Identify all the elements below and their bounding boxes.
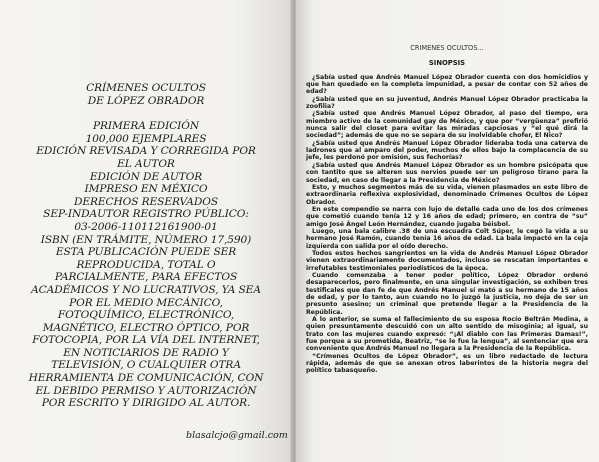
copyright-line: SEP-INDAUTOR REGISTRO PÚBLICO: bbox=[43, 208, 249, 221]
synopsis-paragraph: ¿Sabía usted que Andrés Manuel López Obrador cuenta con dos homicidios y que han quedado en la completa impunidad, a pesar de contar con 52 años de edad? bbox=[306, 73, 588, 96]
copyright-line: EL AUTOR bbox=[117, 157, 175, 170]
synopsis-paragraphs bbox=[306, 74, 588, 375]
copyright-line: CRÍMENES OCULTOS bbox=[86, 82, 206, 94]
author-email: blasalcjo@gmail.com bbox=[186, 430, 288, 441]
section-title: SINOPSIS bbox=[428, 59, 466, 68]
copyright-line: POR EL MEDIO MECÁNICO, bbox=[69, 296, 223, 309]
copyright-line: POR ESCRITO Y DIRIGIDO AL AUTOR. bbox=[41, 397, 251, 410]
synopsis-paragraph: Esto, y muchos segmentos más de su vida, vienen plasmados en este libro de extraordinaria reflexiva explosividad, denominado Crímenes Ocultos de López Obrador. bbox=[306, 183, 588, 206]
synopsis-paragraph: ¿Sabía usted que Andrés Manuel López Obrador es un hombre psicópata que con tantito que se alteren sus nervios puede ser un peligroso tirano para la sociedad, en caso de llegar a la Presidencia de México? bbox=[306, 161, 588, 184]
synopsis-paragraph: ¿Sabía usted que Andrés Manuel López Obrador lideraba toda una caterva de ladrones que al amparo del poder, muchos de ellos bajo la complacencia de su jefe, les perdonó por omisión, sus fechorías? bbox=[306, 139, 588, 162]
copyright-line: REPRODUCIDA, TOTAL O bbox=[76, 258, 216, 271]
synopsis-block bbox=[306, 45, 588, 375]
synopsis-paragraph: En este compendio se narra con lujo de detalle cada uno de los dos crímenes que cometió cuando tenía 12 y 16 años de edad; primero, en contra de “su” amigo José Ángel León Hernández, cuando jugaba béisbol. bbox=[306, 205, 588, 228]
copyright-line: ESTA PUBLICACIÓN PUEDE SER bbox=[55, 246, 237, 259]
copyright-line: EN NOTICIARIOS DE RADIO Y bbox=[63, 346, 229, 359]
synopsis-paragraph: ¿Sabía usted que Andrés Manuel López Obrador, al paso del tiempo, era miembro activo de la comunidad gay de México, y que por “vergüenza” prefirió nunca salir del closet para evitar las miradas capciosas y “el qué dirá la sociedad”; además de que no se separa de su inolvidable chofer, El Nico? bbox=[306, 110, 588, 140]
copyright-line: PARCIALMENTE, PARA EFECTOS bbox=[54, 271, 238, 284]
copyright-line: ACADÉMICOS Y NO LUCRATIVOS, YA SEA bbox=[31, 283, 261, 296]
copyright-line: EL DEBIDO PERMISO Y AUTORIZACIÓN bbox=[35, 384, 257, 397]
copyright-line: EDICIÓN DE AUTOR bbox=[89, 170, 203, 183]
synopsis-paragraph: “Crímenes Ocultos de López Obrador”, es un libro redactado de lectura rápida, además de que se anexan otros laberintos de la historia negra del político tabasqueño. bbox=[306, 352, 588, 375]
copyright-block bbox=[6, 82, 286, 410]
copyright-line: DE LÓPEZ OBRADOR bbox=[87, 94, 205, 107]
synopsis-paragraph: ¿Sabía usted que en su juventud, Andrés Manuel López Obrador practicaba la zoofilia? bbox=[306, 95, 588, 111]
copyright-line: 03-2006-110112161900-01 bbox=[74, 220, 218, 233]
synopsis-paragraph: Todos estos hechos sangrientos en la vida de Andrés Manuel López Obrador vienen extraordinariamente documentados, incluso se rescatan importantes e irrefutables testimoniales periodísticos de la época. bbox=[306, 249, 588, 272]
running-head: CRIMENES OCULTOS... bbox=[410, 44, 484, 52]
copyright-line: TELEVISIÓN, O CUALQUIER OTRA bbox=[51, 359, 241, 372]
copyright-line: HERRAMIENTA DE COMUNICACIÓN, CON bbox=[28, 372, 264, 385]
copyright-line: FOTOCOPIA, POR LA VÍA DEL INTERNET, bbox=[32, 334, 260, 347]
copyright-line bbox=[6, 107, 286, 120]
synopsis-paragraph: Luego, una bala calibre .38 de una escuadra Colt Súper, le cegó la vida a su hermano José Ramón, cuando tenía 16 años de edad. La bala impactó en la ceja izquierda con salida por el oído derecho. bbox=[306, 227, 588, 250]
copyright-line: MAGNÉTICO, ELECTRO ÓPTICO, POR bbox=[42, 321, 250, 334]
synopsis-paragraph: Cuando comenzaba a tener poder político, López Obrador ordenó desaparecerlos, pero finalmente, en una singular investigación, se exhiben tres testificales que dan fe de que Andrés Manuel sí mató a su hermano de 15 años de edad, y por lo tanto, aun cuando no lo juzgó la justicia, no deja de ser un presunto asesino; un criminal que pretende llegar a la Presidencia de la República. bbox=[306, 271, 588, 316]
copyright-line: IMPRESO EN MÉXICO bbox=[84, 183, 208, 196]
copyright-line: DERECHOS RESERVADOS bbox=[73, 195, 218, 208]
copyright-line: 100,000 EJEMPLARES bbox=[85, 132, 207, 145]
copyright-line: PRIMERA EDICIÓN bbox=[92, 120, 200, 133]
copyright-line: EDICIÓN REVISADA Y CORREGIDA POR bbox=[36, 145, 256, 158]
synopsis-paragraph: A lo anterior, se suma el fallecimiento de su esposa Rocío Beltrán Medina, a quien presuntamente descuidó con un alto sentido de misoginia; al igual, su trato con las mujeres cuando expresó: “¡Al diablo con las Primeras Damas!”, fue porque a su prometida, Beatriz, “se le fue la lengua”, al sentenciar que era conveniente que Andrés Manuel no llegara a la Presidencia de la República. bbox=[306, 316, 588, 353]
copyright-line: FOTOQUÍMICO, ELECTRÓNICO, bbox=[57, 309, 235, 322]
copyright-line: ISBN (EN TRÁMITE, NÚMERO 17,590) bbox=[40, 233, 252, 246]
